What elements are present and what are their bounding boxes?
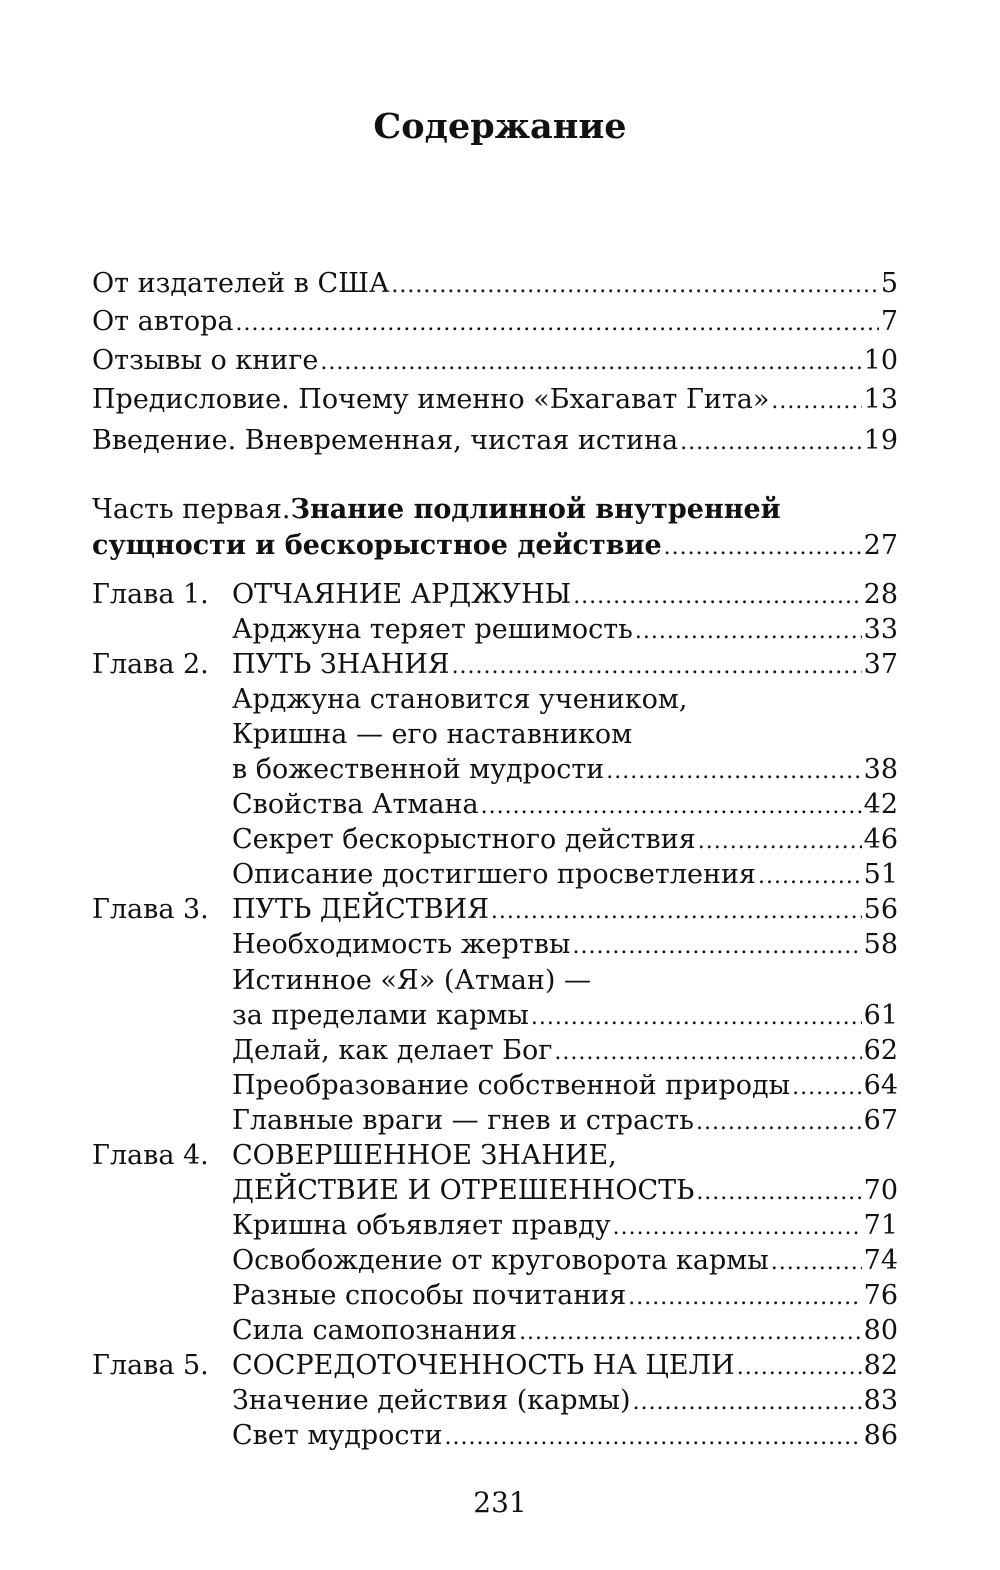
toc-page-number: 64: [863, 1070, 898, 1101]
part-title: Знание подлинной внутренней: [290, 494, 781, 525]
toc-entry-title: Кришна — его наставником: [232, 719, 633, 750]
toc-entry-title: Секрет бескорыстного действия: [232, 824, 696, 855]
toc-entry-title: Введение. Вневременная, чистая истина: [92, 425, 679, 456]
toc-page-number: 74: [863, 1245, 898, 1276]
toc-page-number: 86: [863, 1420, 898, 1451]
dot-leader: [613, 1210, 862, 1246]
dot-leader: [696, 1175, 861, 1211]
dot-leader: [481, 789, 862, 825]
toc-page-number: 38: [863, 754, 898, 785]
dot-leader: [491, 894, 862, 930]
toc-entry-title: Главные враги — гнев и страсть: [232, 1105, 694, 1136]
toc-entry-title: Делай, как делает Бог: [232, 1035, 553, 1066]
toc-entry-title: Предисловие. Почему именно «Бхагават Гита»: [92, 384, 770, 415]
dot-leader: [444, 1420, 861, 1456]
dot-leader: [664, 530, 862, 566]
toc-entry: [232, 787, 898, 823]
toc-page-number: 61: [863, 1000, 898, 1031]
toc-entry: [232, 1243, 898, 1279]
toc-entry: [232, 752, 898, 788]
toc-entry: [232, 1278, 898, 1314]
dot-leader: [771, 384, 861, 420]
toc-page-number: 46: [863, 824, 898, 855]
dot-leader: [737, 1350, 862, 1386]
page-number: 231: [473, 1486, 527, 1519]
toc-entry: [92, 382, 898, 418]
toc-entry-line: [232, 682, 687, 718]
toc-entry: [232, 892, 898, 928]
toc-page-number: 27: [863, 530, 898, 561]
toc-page-number: 71: [863, 1210, 898, 1241]
toc-entry-title: Отзывы о книге: [92, 345, 319, 376]
dot-leader: [758, 859, 862, 895]
toc-entry: [232, 577, 898, 613]
toc-entry-line: [232, 963, 591, 999]
toc-entry: [232, 1383, 898, 1419]
toc-entry: [232, 647, 898, 683]
dot-leader: [236, 306, 879, 342]
toc-page-number: 33: [863, 614, 898, 645]
dot-leader: [696, 1105, 862, 1141]
toc-entry-title: в божественной мудрости: [232, 754, 605, 785]
dot-leader: [635, 614, 862, 650]
part-title-cont: сущности и бескорыстное действие: [92, 530, 662, 561]
toc-page-number: 56: [863, 894, 898, 925]
dot-leader: [320, 345, 861, 381]
toc-entry: [232, 1418, 898, 1454]
toc-entry-title: СОСРЕДОТОЧЕННОСТЬ НА ЦЕЛИ: [232, 1350, 735, 1381]
toc-entry-title: Арджуна теряет решимость: [232, 614, 633, 645]
chapter-label: Глава 2.: [92, 649, 209, 681]
toc-entry-title: От издателей в США: [92, 268, 390, 299]
toc-entry-title: Арджуна становится учеником,: [232, 684, 688, 715]
toc-entry-title: Преобразование собственной природы: [232, 1070, 791, 1101]
toc-entry-title: Разные способы почитания: [232, 1280, 627, 1311]
toc-entry: [232, 1208, 898, 1244]
toc-entry-title: Освобождение от круговорота кармы: [232, 1245, 769, 1276]
toc-page-number: 62: [863, 1035, 898, 1066]
toc-entry: [92, 304, 898, 340]
toc-page-number: 67: [863, 1105, 898, 1136]
dot-leader: [452, 649, 862, 685]
toc-entry-title: ДЕЙСТВИЕ И ОТРЕШЕННОСТЬ: [232, 1175, 695, 1206]
dot-leader: [606, 754, 861, 790]
toc-page-number: 83: [863, 1385, 898, 1416]
chapter-label: Глава 5.: [92, 1350, 209, 1382]
toc-entry: [232, 1313, 898, 1349]
dot-leader: [771, 1245, 862, 1281]
toc-entry: [232, 612, 898, 648]
chapter-label: Глава 3.: [92, 894, 209, 926]
toc-entry: [232, 998, 898, 1034]
toc-entry-title: Необходимость жертвы: [232, 929, 571, 960]
part-label: Часть первая.: [92, 494, 291, 525]
toc-page-number: 58: [863, 929, 898, 960]
toc-entry-title: Кришна объявляет правду: [232, 1210, 611, 1241]
toc-entry: [92, 423, 898, 459]
toc-entry-line: [232, 1138, 617, 1174]
toc-page-number: 19: [863, 425, 898, 456]
toc-entry: [232, 857, 898, 893]
toc-entry: [232, 1348, 898, 1384]
toc-entry-line: [232, 717, 632, 753]
dot-leader: [573, 579, 861, 615]
chapter-label: Глава 1.: [92, 579, 209, 610]
toc-entry-title: СОВЕРШЕННОЕ ЗНАНИЕ,: [232, 1140, 617, 1171]
toc-page-number: 5: [880, 268, 898, 299]
toc-page-number: 37: [863, 649, 898, 680]
toc-page-number: 10: [863, 345, 898, 376]
toc-entry: [92, 266, 898, 302]
toc-entry-title: Истинное «Я» (Атман) —: [232, 965, 591, 996]
dot-leader: [519, 1315, 862, 1351]
toc-page-number: 13: [863, 384, 898, 415]
toc-entry: [232, 1103, 898, 1139]
dot-leader: [572, 929, 861, 965]
toc-entry: [232, 1033, 898, 1069]
toc-page-number: 28: [863, 579, 898, 610]
toc-entry-title: за пределами кармы: [232, 1000, 529, 1031]
page-title: Содержание: [373, 106, 627, 147]
toc-entry-title: Свет мудрости: [232, 1420, 443, 1451]
chapter-label: Глава 4.: [92, 1139, 209, 1171]
toc-entry-title: Свойства Атмана: [232, 789, 479, 820]
toc-page-number: 51: [863, 859, 898, 890]
dot-leader: [680, 425, 862, 461]
dot-leader: [554, 1035, 861, 1071]
toc-entry: [92, 528, 898, 564]
toc-entry-title: От автора: [92, 306, 234, 337]
dot-leader: [698, 824, 862, 860]
toc-entry-title: ОТЧАЯНИЕ АРДЖУНЫ: [232, 579, 572, 610]
dot-leader: [531, 1000, 862, 1036]
toc-page-number: 70: [863, 1175, 898, 1206]
toc-page-number: 80: [863, 1315, 898, 1346]
dot-leader: [792, 1070, 861, 1106]
toc-entry-title: ПУТЬ ЗНАНИЯ: [232, 649, 450, 680]
toc-entry-title: Сила самопознания: [232, 1315, 518, 1346]
dot-leader: [633, 1385, 862, 1421]
toc-page-number: 82: [863, 1350, 898, 1381]
toc-entry: [232, 822, 898, 858]
toc-page-number: 42: [863, 789, 898, 820]
toc-entry-title: Описание достигшего просветления: [232, 859, 756, 890]
toc-page-number: 76: [863, 1280, 898, 1311]
toc-entry: [92, 343, 898, 379]
toc-entry: [232, 1173, 898, 1209]
toc-entry: [232, 1068, 898, 1104]
toc-entry: [232, 927, 898, 963]
toc-entry-title: ПУТЬ ДЕЙСТВИЯ: [232, 894, 489, 925]
dot-leader: [628, 1280, 861, 1316]
toc-entry-title: Значение действия (кармы): [232, 1385, 631, 1416]
toc-page-number: 7: [880, 306, 898, 337]
toc-entry-line: [92, 492, 781, 528]
dot-leader: [391, 268, 878, 304]
